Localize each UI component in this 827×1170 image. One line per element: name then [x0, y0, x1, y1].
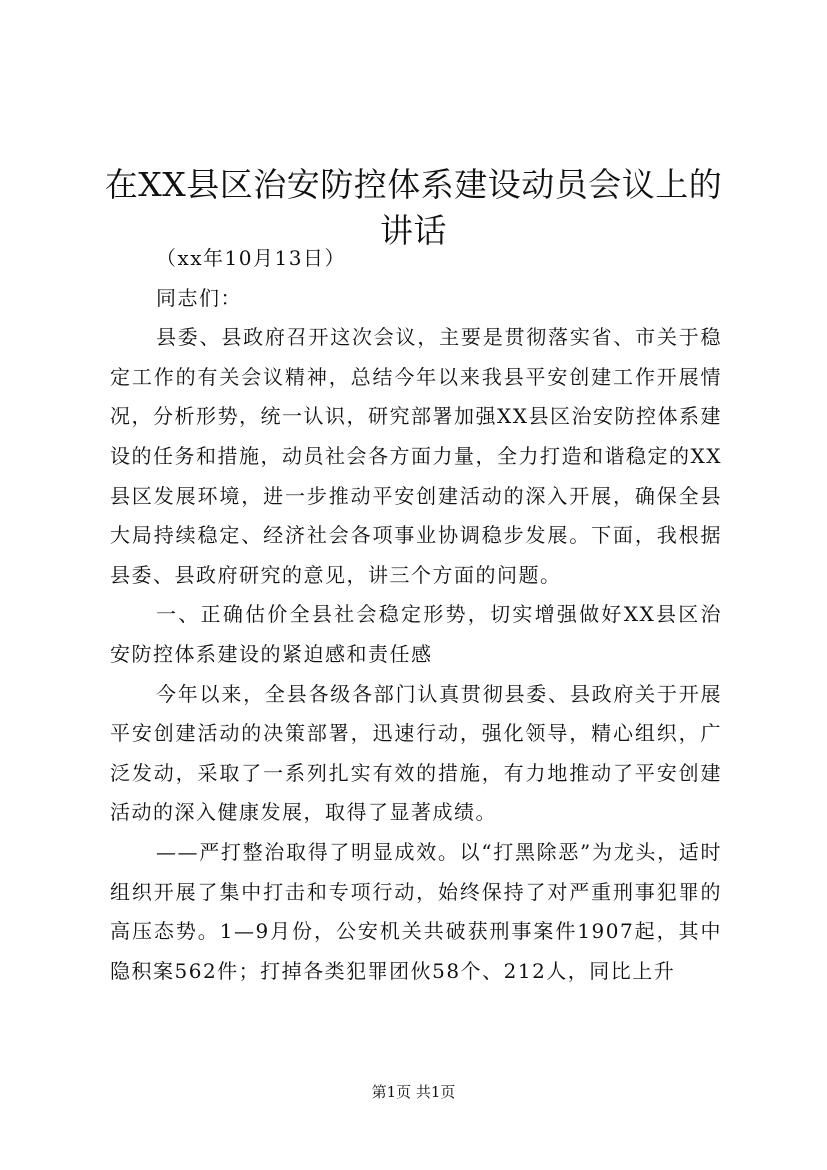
date-line: （xx年10月13日） — [156, 246, 346, 270]
salutation: 同志们： — [156, 285, 242, 310]
document-body — [110, 239, 722, 991]
page-footer: 第1页 共1页 — [371, 1083, 456, 1101]
document-title: 在XX县区治安防控体系建设动员会议上的讲话 — [104, 165, 723, 251]
paragraph-crackdown: ——严打整治取得了明显成效。以“打黑除恶”为龙头，适时组织开展了集中打击和专项行动，始终保持了对严重刑事犯罪的高压态势。1—9月份，公安机关共破获刑事案件1907起，其中隐积案562件；打掉各类犯罪团伙58个、212人，同比上升 — [110, 839, 722, 983]
paragraph-achievements: 今年以来，全县各级各部门认真贯彻县委、县政府关于开展平安创建活动的决策部署，迅速行动，强化领导，精心组织，广泛发动，采取了一系列扎实有效的措施，有力地推动了平安创建活动的深入健康发展，取得了显著成绩。 — [110, 681, 722, 825]
section-heading-1: 一、正确估价全县社会稳定形势，切实增强做好XX县区治安防控体系建设的紧迫感和责任感 — [110, 602, 722, 666]
paragraph-intro: 县委、县政府召开这次会议，主要是贯彻落实省、市关于稳定工作的有关会议精神，总结今年以来我县平安创建工作开展情况，分析形势，统一认识，研究部署加强XX县区治安防控体系建设的任务和措施，动员社会各方面力量，全力打造和谐稳定的XX县区发展环境，进一步推动平安创建活动的深入开展，确保全县大局持续稳定、经济社会各项事业协调稳步发展。下面，我根据县委、县政府研究的意见，讲三个方面的问题。 — [110, 325, 722, 587]
